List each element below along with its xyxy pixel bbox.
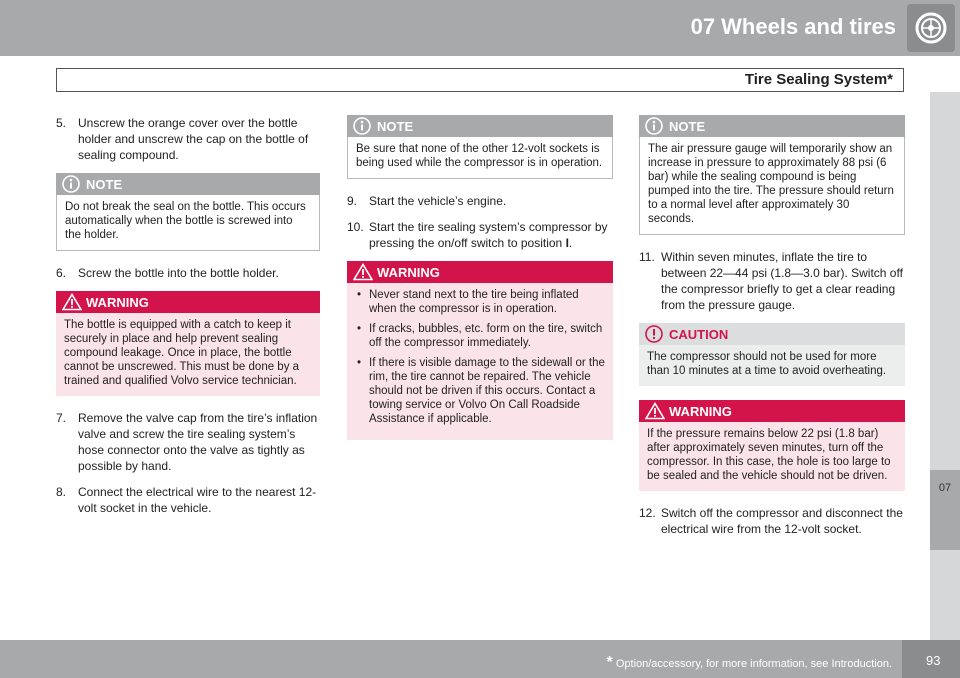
caution-text: The compressor should not be used for more than 10 minutes at a time to avoid overheating. [639,345,905,386]
step-text: Unscrew the orange cover over the bottle holder and unscrew the cap on the bottle of sealing compound. [78,116,309,162]
step-text: Remove the valve cap from the tire’s inflation valve and screw the tire sealing system’s hose connector onto the valve as tightly as possible by hand. [78,411,318,473]
footer-note-text: Option/accessory, for more information, see Introduction. [615,658,892,670]
note-text: The air pressure gauge will temporarily show an increase in pressure to approximately 88 psi (6 bar) while the sealing compound is being pumped into the tire. The pressure should return to a normal level after approximately 30 seconds. [639,137,905,235]
chapter-strip [930,92,960,640]
chapter-tab-number: 07 [938,482,952,494]
note-label: NOTE [86,177,123,192]
step-number: 10. [347,220,364,234]
switch-position: I [565,236,569,250]
warning-triangle-icon [62,293,82,311]
info-icon [62,175,80,193]
step-text: Connect the electrical wire to the nearest 12-volt socket in the vehicle. [78,485,317,515]
step-text: Within seven minutes, inflate the tire to between 22—44 psi (1.8—3.0 bar). Switch off the compressor briefly to get a clear reading from the pressure gauge. [661,250,903,312]
footer-bar [0,640,960,678]
warning-label: WARNING [669,404,732,419]
caution-label: CAUTION [669,327,729,342]
warning-callout [639,400,905,491]
column-1 [56,115,320,526]
step-7 [56,410,320,474]
step-number: 7. [56,411,67,425]
warning-bullet: • If there is visible damage to the sidewall or the rim, the tire cannot be repaired. The vehicle should not be driven if this occurs. Contact a towing service or Volvo On Call Roadside Assistance if applicable. [355,356,605,426]
step-5 [56,115,320,163]
step-9 [347,193,613,209]
step-number: 9. [347,194,358,208]
section-header [56,68,904,92]
info-icon [645,117,663,135]
step-text: Switch off the compressor and disconnect the electrical wire from the 12-volt socket. [661,506,903,536]
warning-header [56,291,320,313]
warning-bullet: • If cracks, bubbles, etc. form on the tire, switch off the compressor immediately. [355,322,605,350]
note-header [347,115,613,137]
warning-body [347,283,613,440]
note-text: Do not break the seal on the bottle. This occurs automatically when the bottle is screwed into the holder. [56,195,320,251]
note-text: Be sure that none of the other 12-volt sockets is being used while the compressor is in operation. [347,137,613,179]
step-text: Screw the bottle into the bottle holder. [78,266,279,280]
step-text [369,219,613,251]
note-header [639,115,905,137]
step-text: Start the vehicle’s engine. [369,194,507,208]
footer-note [607,654,892,672]
note-label: NOTE [377,119,414,134]
info-icon [353,117,371,135]
note-callout [56,173,320,251]
step-text-end: . [568,236,573,250]
note-callout [347,115,613,179]
warning-triangle-icon [645,402,665,420]
warning-callout [347,261,613,440]
footer-star: * [606,654,613,671]
step-6 [56,265,320,281]
note-callout [639,115,905,235]
warning-triangle-icon [353,263,373,281]
note-header [56,173,320,195]
step-number: 11. [639,250,655,264]
warning-header [639,400,905,422]
page-number-box [902,640,960,678]
warning-bullet: • Never stand next to the tire being inflated when the compressor is in operation. [355,288,605,316]
warning-header [347,261,613,283]
chapter-title: 07 Wheels and tires [690,14,896,39]
step-10 [347,219,613,251]
step-12 [639,505,905,537]
step-number: 8. [56,485,67,499]
note-label: NOTE [669,119,706,134]
caution-header [639,323,905,345]
warning-bullet-list [355,288,605,426]
warning-label: WARNING [86,295,149,310]
section-title: Tire Sealing System* [744,71,893,88]
step-11 [639,249,905,313]
page-number: 93 [926,653,941,668]
header-bar [0,0,960,56]
column-2 [347,115,613,454]
caution-callout [639,323,905,386]
step-number: 6. [56,266,67,280]
exclamation-icon [645,325,663,343]
step-number: 5. [56,116,67,130]
step-8 [56,484,320,516]
warning-label: WARNING [377,265,440,280]
warning-text: The bottle is equipped with a catch to keep it securely in place and help prevent sealing compound leakage. Once in place, the bottle cannot be unscrewed. This must be done by a trained and qualified Volvo service technician. [56,313,320,396]
step-number: 12. [639,506,656,520]
column-3 [639,115,905,547]
tire-icon [907,4,955,52]
warning-text: If the pressure remains below 22 psi (1.8 bar) after approximately seven minutes, turn off the compressor. In this case, the hole is too large to be sealed and the vehicle should not be driven. [639,422,905,491]
step-text-main: Start the tire sealing system’s compressor by pressing the on/off switch to position [369,220,608,250]
chapter-tab[interactable] [930,470,960,550]
warning-callout [56,291,320,396]
